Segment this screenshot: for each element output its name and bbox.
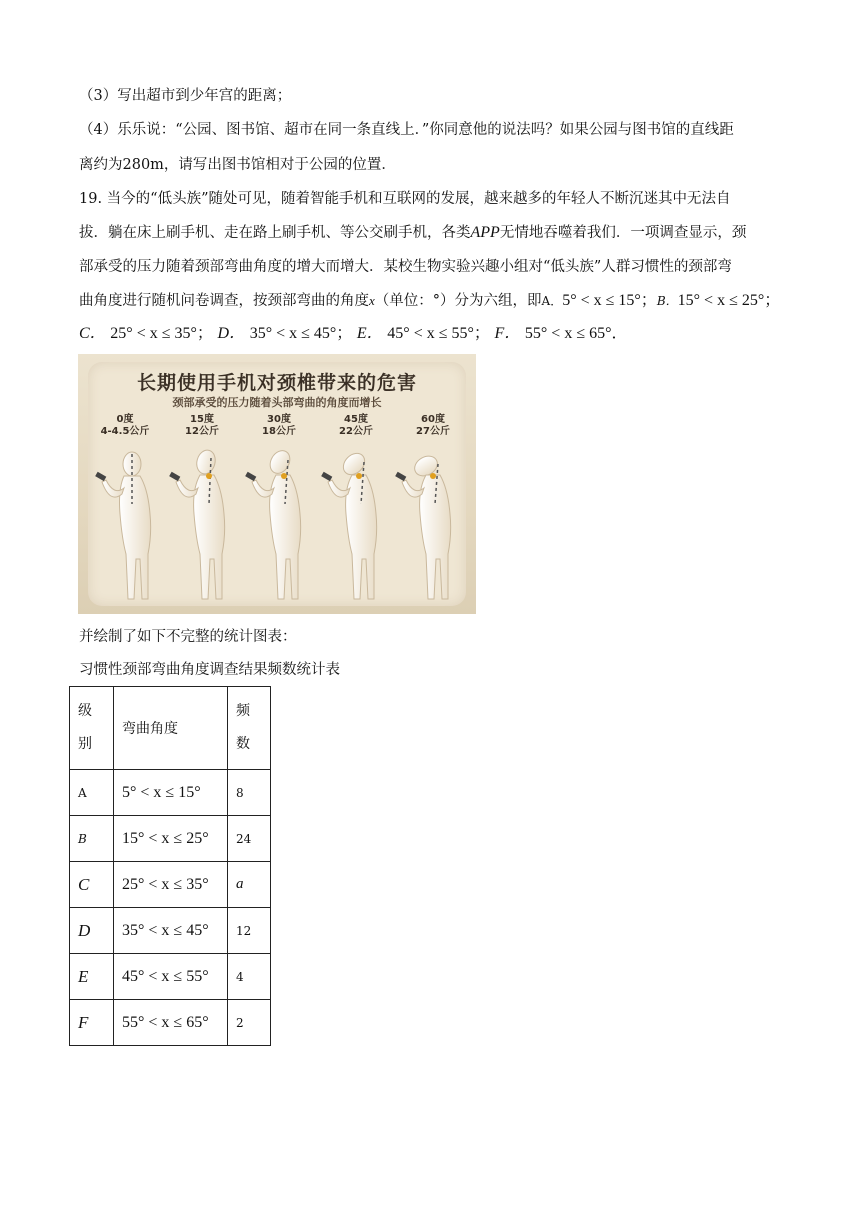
question-4-line-2: 离约为280m，请写出图书馆相对于公园的位置． xyxy=(79,157,396,173)
table-title: 习惯性颈部弯曲角度调查结果频数统计表 xyxy=(79,662,340,678)
after-image-text: 并绘制了如下不完整的统计图表： xyxy=(79,629,297,645)
row-level: C xyxy=(70,862,114,908)
q19-line2-text-a: 拔．躺在床上刷手机、走在路上刷手机、等公交刷手机，各类 xyxy=(79,225,471,241)
neck-posture-infographic xyxy=(78,354,476,614)
app-term: APP xyxy=(470,224,500,241)
table-row xyxy=(70,1000,271,1046)
stage-weight: 4-4.5公斤 xyxy=(100,426,150,437)
header-level-char-1: 级 xyxy=(78,703,92,719)
group-b-label: B． xyxy=(656,294,678,308)
figure-30-degrees xyxy=(252,447,301,599)
row-frequency: 24 xyxy=(228,816,271,862)
group-d-label: D． xyxy=(217,325,246,342)
table-row xyxy=(70,862,271,908)
row-frequency: 8 xyxy=(228,770,271,816)
row-level: D xyxy=(70,908,114,954)
row-range: 5° < x ≤ 15° xyxy=(114,770,228,816)
question-19-line-2 xyxy=(79,223,746,243)
row-range: 45° < x ≤ 55° xyxy=(114,954,228,1000)
stage-weight: 27公斤 xyxy=(416,426,450,437)
row-range: 35° < x ≤ 45° xyxy=(114,908,228,954)
group-a-label: A． xyxy=(541,294,563,308)
infographic-subtitle: 颈部承受的压力随着头部弯曲的角度而增长 xyxy=(172,396,382,409)
question-4-line-1: （4）乐乐说：“公园、图书馆、超市在同一条直线上．”你同意他的说法吗？如果公园与图书馆的直线距 xyxy=(79,122,734,138)
row-level: E xyxy=(70,954,114,1000)
q19-line4-text-a: 曲角度进行随机问卷调查，按颈部弯曲的角度 xyxy=(79,293,369,309)
question-19-line-4 xyxy=(79,291,780,311)
table-row xyxy=(70,816,271,862)
var-x: x xyxy=(369,293,375,308)
group-c-label: C． xyxy=(79,325,106,342)
row-frequency: 2 xyxy=(228,1000,271,1046)
row-frequency: a xyxy=(228,862,271,908)
q19-line4-text-b: （单位：°）分为六组，即 xyxy=(374,293,542,309)
figure-0-degrees xyxy=(102,452,151,599)
question-19-line-1: 19. 当今的“低头族”随处可见，随着智能手机和互联网的发展，越来越多的年轻人不断沉迷其中无法自 xyxy=(79,191,731,207)
figure-45-degrees xyxy=(328,449,377,599)
stage-angle: 0度 xyxy=(116,414,134,425)
stage-weight: 22公斤 xyxy=(339,426,373,437)
question-3: （3）写出超市到少年宫的距离； xyxy=(79,88,292,104)
header-level-char-2: 别 xyxy=(78,736,92,752)
stage-weight: 18公斤 xyxy=(262,426,296,437)
header-freq-char-2: 数 xyxy=(236,736,250,752)
question-19-line-3: 部承受的压力随着颈部弯曲角度的增大而增大．某校生物实验兴趣小组对“低头族”人群习惯性的颈部弯 xyxy=(79,259,732,275)
group-d-range: 35° < x ≤ 45°； xyxy=(249,325,353,342)
stage-angle: 60度 xyxy=(421,414,445,425)
header-angle: 弯曲角度 xyxy=(114,687,228,770)
table-row xyxy=(70,770,271,816)
stage-angle: 30度 xyxy=(267,414,291,425)
question-19-line-5 xyxy=(79,324,628,344)
row-frequency: 12 xyxy=(228,908,271,954)
stage-angle: 15度 xyxy=(190,414,214,425)
figure-60-degrees xyxy=(402,452,451,599)
table-row xyxy=(70,954,271,1000)
q19-line2-text-b: 无情地吞噬着我们．一项调查显示，颈 xyxy=(499,225,747,241)
table-row xyxy=(70,908,271,954)
standing-figures-illustration xyxy=(78,354,476,614)
group-f-label: F． xyxy=(494,325,521,342)
row-range: 15° < x ≤ 25° xyxy=(114,816,228,862)
stage-weight: 12公斤 xyxy=(185,426,219,437)
header-freq-char-1: 频 xyxy=(236,703,250,719)
frequency-table xyxy=(69,686,271,1046)
group-a-range: 5° < x ≤ 15°； xyxy=(562,292,657,309)
figure-15-degrees xyxy=(176,448,225,599)
header-level xyxy=(70,687,114,770)
group-c-range: 25° < x ≤ 35°； xyxy=(110,325,213,342)
row-range: 55° < x ≤ 65° xyxy=(114,1000,228,1046)
group-e-label: E． xyxy=(356,325,383,342)
group-e-range: 45° < x ≤ 55°； xyxy=(387,325,490,342)
row-level: B xyxy=(70,816,114,862)
group-b-range: 15° < x ≤ 25°； xyxy=(677,292,781,309)
group-f-range: 55° < x ≤ 65°． xyxy=(524,325,628,342)
row-frequency: 4 xyxy=(228,954,271,1000)
header-frequency xyxy=(228,687,271,770)
table-header-row xyxy=(70,687,271,770)
row-level: A xyxy=(70,770,114,816)
stage-angle: 45度 xyxy=(344,414,368,425)
row-level: F xyxy=(70,1000,114,1046)
row-range: 25° < x ≤ 35° xyxy=(114,862,228,908)
infographic-title: 长期使用手机对颈椎带来的危害 xyxy=(136,372,417,394)
